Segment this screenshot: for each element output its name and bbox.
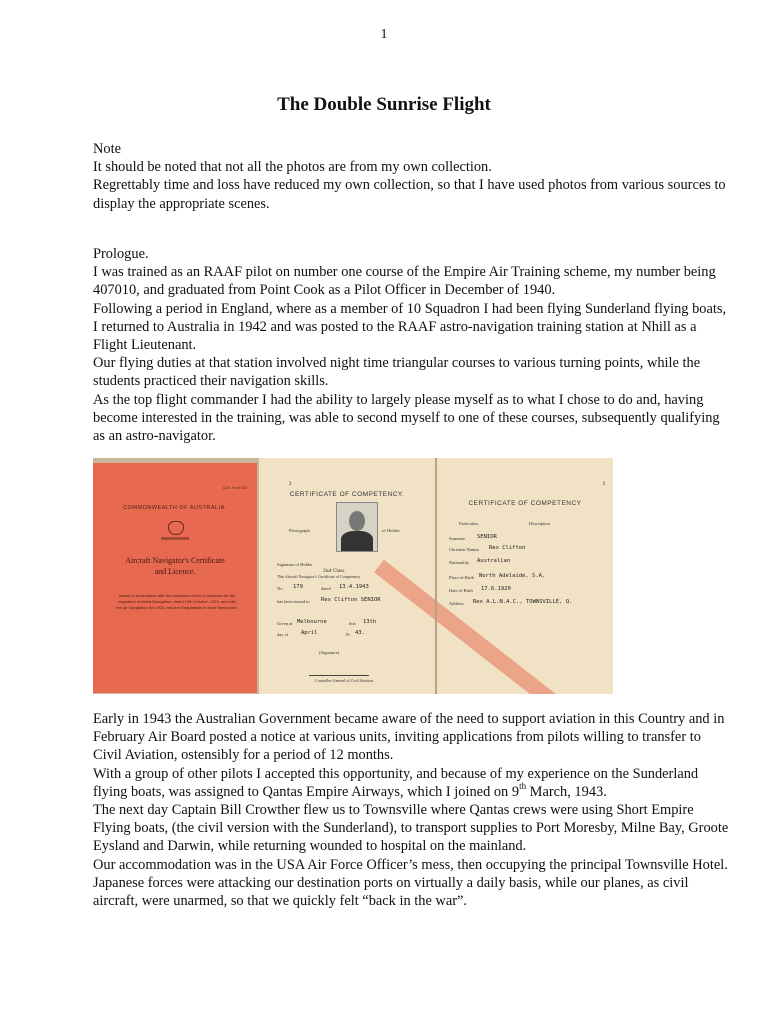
photograph-label: Photograph — [289, 528, 310, 533]
inner-page-number: 2 — [289, 482, 292, 487]
holder-photo — [336, 502, 378, 552]
prologue-section — [93, 245, 733, 445]
page-number: 1 — [380, 27, 388, 42]
particulars-label: Particulars. — [459, 521, 480, 526]
surname-label: Surname — [449, 536, 465, 541]
note-section — [93, 140, 733, 213]
diagonal-stripe — [374, 560, 613, 694]
cover-title-line: Aircraft Navigator's Certificate — [125, 556, 225, 565]
certificate-text: This Aircraft Navigator's Certificate of Competency — [277, 574, 361, 579]
of-holder-label: of Holder. — [382, 528, 401, 533]
certificate-heading-right: CERTIFICATE OF COMPETENCY — [468, 500, 582, 507]
signature-label: Signature of Holder — [277, 562, 313, 567]
nationality-label: Nationality — [449, 560, 470, 565]
prologue-paragraph: As the top flight commander I had the ability to largely please myself as to what I chose to do and, having become interested in the training, was able to second myself to one of these courses, subsequently qualifying as an astro-navigator. — [93, 391, 720, 445]
body-paragraph — [93, 765, 733, 801]
crest-icon — [168, 521, 184, 535]
photo-head — [349, 511, 365, 531]
cover-title — [93, 555, 257, 577]
later-section — [93, 710, 733, 910]
body-paragraph: Japanese forces were attacking our destination ports on virtually a daily basis, while our planes, as civil aircraft, were unarmed, so that we quickly felt “back in the war”. — [93, 874, 689, 910]
note-heading: Note — [93, 141, 121, 157]
body-paragraph: Our accommodation was in the USA Air Force Officer’s mess, then occupying the principal Townsville Hotel. — [93, 856, 728, 873]
number-value: 179 — [293, 584, 303, 590]
certificate-heading-left: CERTIFICATE OF COMPETENCY. — [289, 491, 405, 498]
christian-names-label: Christian Names — [449, 547, 480, 552]
given-label: Given at — [277, 621, 293, 626]
address-value: Rex A.L.N.A.C., TOWNSVILLE, Q. — [473, 599, 573, 605]
document-title: The Double Sunrise Flight — [277, 94, 491, 115]
prologue-paragraph: Our flying duties at that station involved night time triangular courses to various turning points, while the students practiced their navigation skills. — [93, 355, 701, 390]
page-fold — [435, 458, 437, 694]
cover-stamp: A.M. Form 83 — [222, 485, 247, 490]
licence-cover — [93, 463, 257, 693]
crest-base — [161, 537, 189, 540]
cover-small-print: Issued in accordance with the provisions of the Convention for the regulation of Aerial Navigation, dated 13th October, 1919, and with the Air Navigation Act 1920, and the Regulations in force thereunder. — [116, 593, 238, 610]
paragraph-text: March, 1943. — [526, 783, 607, 800]
ordinal-suffix: th — [519, 781, 527, 792]
description-label: Description — [529, 521, 550, 526]
issued-value: Rex Clifton SENIOR — [321, 597, 381, 603]
licence-inner-pages — [259, 458, 613, 694]
dated-value: 13.4.1943 — [339, 584, 369, 590]
signed-label: (Signature) — [319, 650, 340, 655]
birthplace-value: North Adelaide, S.A. — [479, 573, 546, 579]
dob-label: Date of Birth — [449, 588, 473, 593]
body-paragraph: The next day Captain Bill Crowther flew us to Townsville where Qantas crews were using Short Empire Flying boats, (the civil version with the Sunderland), to transport supplies to Port Moresby, Milne Bay, Groote Eysland and Darwin, while returning wounded to hospital on the mainland. — [93, 802, 729, 855]
note-line: It should be noted that not all the photos are from my own collection. — [93, 159, 492, 176]
photo-shoulders — [341, 531, 373, 551]
day-value: 13th — [363, 619, 377, 625]
prologue-paragraph: I was trained as an RAAF pilot on number one course of the Empire Air Training scheme, my number being 407010, and graduated from Point Cook as a Pilot Officer in December of 1940. — [93, 264, 716, 299]
given-value: Melbourne — [297, 619, 327, 625]
year-value: 43. — [355, 630, 365, 636]
christian-names-value: Rex Clifton — [489, 545, 526, 551]
body-paragraph: Early in 1943 the Australian Government became aware of the need to support aviation in this Country and in February Air Board posted a notice at various units, inviting applications from pilots willing to transfer to Civil Aviation, ostensibly for a period of 12 months. — [93, 711, 725, 764]
cover-title-line: and Licence. — [154, 567, 196, 576]
prologue-heading: Prologue. — [93, 246, 149, 262]
navigator-licence-photo — [93, 458, 613, 694]
dob-value: 17.6.1920 — [481, 586, 511, 592]
nationality-value: Australian — [477, 558, 511, 564]
paragraph-text: With a group of other pilots I accepted this opportunity, and because of my experience on the Sunderland flying boats, was assigned to Qantas Empire Airways, which I joined on 9 — [93, 765, 699, 800]
class-value: 2nd Class — [323, 568, 345, 574]
controller-label: Controller-General of Civil Aviation — [315, 678, 374, 683]
this-label: this — [349, 621, 356, 626]
cover-country: COMMONWEALTH OF AUSTRALIA. — [123, 505, 227, 511]
surname-value: SENIOR — [477, 534, 497, 540]
prologue-paragraph: Following a period in England, where as a member of 10 Squadron I had been flying Sunderland flying boats, I returned to Australia in 1942 and was posted to the RAAF astro-navigation training station at Nhill as a Flight Lieutenant. — [93, 300, 727, 354]
day-of-label: day of — [277, 632, 289, 637]
dated-label: dated — [321, 586, 331, 591]
inner-page-number: 3 — [602, 482, 605, 487]
issued-label: has been issued to — [277, 599, 310, 604]
month-value: April — [301, 630, 318, 636]
address-label: Address — [449, 601, 464, 606]
controller-signature — [309, 665, 369, 676]
birthplace-label: Place of Birth — [449, 575, 474, 580]
year-label: 19 — [345, 632, 350, 637]
note-line: Regrettably time and loss have reduced my own collection, so that I have used photos from various sources to display the appropriate scenes. — [93, 177, 726, 212]
number-label: No. — [277, 586, 284, 591]
